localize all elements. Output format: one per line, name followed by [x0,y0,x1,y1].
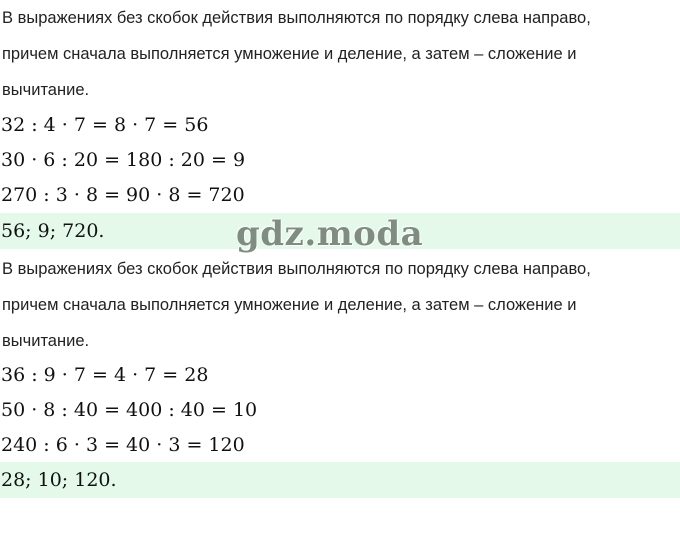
rule-text-line-3b: вычитание. [2,332,90,350]
rule-text-line-3: вычитание. [2,81,90,99]
answer-text-2: 28; 10; 120. [1,469,117,491]
equation-5: 50 · 8 : 40 = 400 : 40 = 10 [1,399,258,421]
watermark-logo: gdz.moda [236,214,424,254]
rule-text-line-2b: причем сначала выполняется умножение и деление, а затем – сложение и [2,296,577,314]
equation-1: 32 : 4 · 7 = 8 · 7 = 56 [1,114,209,136]
rule-text-line-2: причем сначала выполняется умножение и деление, а затем – сложение и [2,45,577,63]
rule-text-line-1b: В выражениях без скобок действия выполняются по порядку слева направо, [2,260,591,278]
rule-text-line-1: В выражениях без скобок действия выполняются по порядку слева направо, [2,9,591,27]
equation-6: 240 : 6 · 3 = 40 · 3 = 120 [1,434,245,456]
equation-4: 36 : 9 · 7 = 4 · 7 = 28 [1,364,209,386]
answer-text-1: 56; 9; 720. [1,220,105,242]
equation-2: 30 · 6 : 20 = 180 : 20 = 9 [1,149,246,171]
answer-box-2 [0,462,680,498]
equation-3: 270 : 3 · 8 = 90 · 8 = 720 [1,184,245,206]
